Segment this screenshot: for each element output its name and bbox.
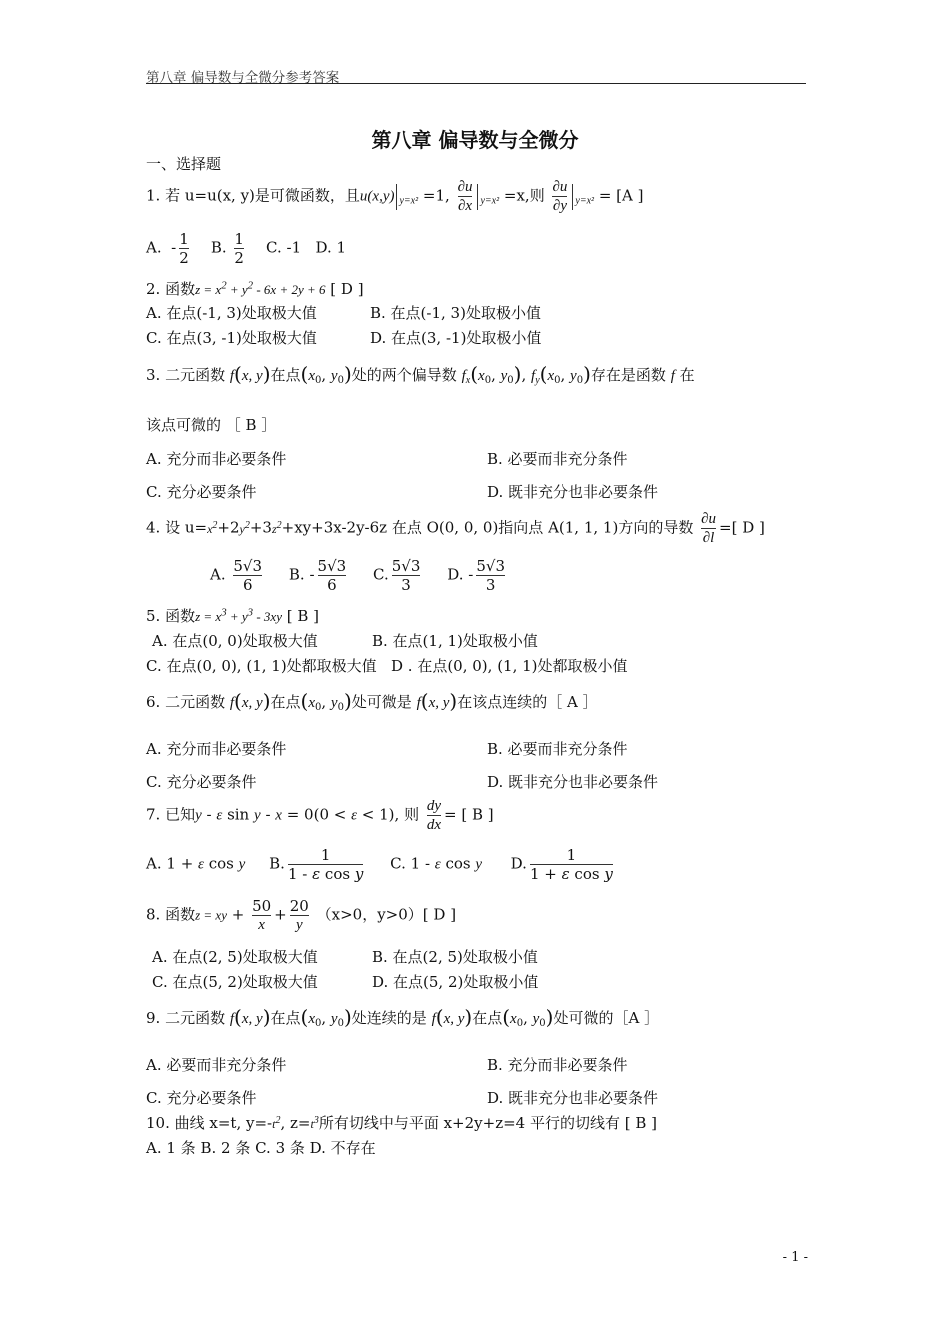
q2-option-a: A. 在点(-1, 3)处取极大值 [146, 304, 317, 322]
q9-option-a: A. 必要而非充分条件 [146, 1056, 287, 1074]
running-header: 第八章 偏导数与全微分参考答案 [146, 70, 340, 86]
header-rule [146, 83, 806, 84]
question-1: 1. 若 u=u(x, y)是可微函数，且u(x,y) $_{y=x^2}$ =1, $\frac{\partial u}{\partial x}$ $_{y=x^2}$ =x,则 $\frac{\partial u}{\partial y}$ $_{y=x^2}$ = [A ] [146, 179, 644, 214]
question-10-options: A. 1 条 B. 2 条 C. 3 条 D. 不存在 [146, 1139, 376, 1157]
q3-option-d: D. 既非充分也非必要条件 [487, 483, 659, 501]
q6-option-c: C. 充分必要条件 [146, 773, 257, 791]
q8-option-d: D. 在点(5, 2)处取极小值 [372, 973, 539, 991]
q8-option-b: B. 在点(2, 5)处取极小值 [372, 948, 538, 966]
q6-option-b: B. 必要而非充分条件 [487, 740, 628, 758]
q3-option-a: A. 充分而非必要条件 [146, 450, 287, 468]
question-5: 5. 函数$z = x^3 + y^3 - 3xy$ [ B ] [146, 606, 320, 625]
q2-option-d: D. 在点(3, -1)处取极小值 [370, 329, 542, 347]
question-7: 7. 已知y - ε sin y - x = 0(0 < ε < 1), 则 $\frac{dy}{dx}$ = [ B ] [146, 798, 494, 833]
question-8: 8. 函数z = xy + $\frac{50}{x}$ + $\frac{20}{y}$ （x>0，y>0）[ D ] [146, 897, 457, 933]
q9-option-c: C. 充分必要条件 [146, 1089, 257, 1107]
q5-option-c: C. 在点(0, 0), (1, 1)处都取极大值 [146, 657, 377, 675]
question-4: 4. 设 $u=x^2+2y^2+3z^2+xy+3x-2y-6z$ 在点 O(0, 0, 0)指向点 A(1, 1, 1)方向的导数 $\frac{\partial u}{\partial l}$ =[ D ] [146, 511, 765, 546]
q3-line2: 该点可微的 ［ B ］ [146, 416, 277, 434]
q2-option-b: B. 在点(-1, 3)处取极小值 [370, 304, 541, 322]
page-title: 第八章 偏导数与全微分 [371, 128, 579, 152]
q6-option-d: D. 既非充分也非必要条件 [487, 773, 659, 791]
question-2: 2. 函数$z = x^2 + y^2 - 6x + 2y + 6$ [ D ] [146, 279, 364, 298]
q5-option-a: A. 在点(0, 0)处取极大值 [152, 632, 318, 650]
question-7-options: A. 1 + ε cos y B. $\frac{1}{\text{1 - ε cos y}}$ C. 1 - ε cos y D. $\frac{1}{\text{1 + ε cos y}}$ [146, 846, 613, 883]
q9-option-b: B. 充分而非必要条件 [487, 1056, 628, 1074]
q6-option-a: A. 充分而非必要条件 [146, 740, 287, 758]
q2-option-c: C. 在点(3, -1)处取极大值 [146, 329, 317, 347]
page-number: - 1 - [782, 1250, 808, 1265]
q3-option-b: B. 必要而非充分条件 [487, 450, 628, 468]
question-9: 9. 二元函数 f(x, y)在点($x_0$, $y_0$)处连续的是 f(x, y)在点($x_0$, $y_0$)处可微的［A ］ [146, 1005, 660, 1029]
q8-option-a: A. 在点(2, 5)处取极大值 [152, 948, 318, 966]
question-4-options: A. $\frac{5√3}{6}$ B. - $\frac{5√3}{6}$ C. $\frac{5√3}{3}$ D. - $\frac{5√3}{3}$ [210, 557, 506, 594]
question-3: 3. 二元函数 f(x, y)在点($x_0$, $y_0$)处的两个偏导数 $f_x(x_0$, $y_0$), $f_y(x_0$, $y_0$)存在是函数 f 在 [146, 362, 695, 386]
q5-option-b: B. 在点(1, 1)处取极小值 [372, 632, 538, 650]
q5-option-d: D . 在点(0, 0), (1, 1)处都取极小值 [391, 657, 628, 675]
q8-option-c: C. 在点(5, 2)处取极大值 [152, 973, 318, 991]
q9-option-d: D. 既非充分也非必要条件 [487, 1089, 659, 1107]
q3-option-c: C. 充分必要条件 [146, 483, 257, 501]
question-6: 6. 二元函数 f(x, y)在点($x_0$, $y_0$)处可微是 f(x, y)在该点连续的［ A ］ [146, 689, 598, 713]
question-1-options: A. - $\frac{1}{2}$ B. $\frac{1}{2}$ C. -1 D. 1 [146, 230, 347, 267]
question-10: 10. 曲线 x=t, $y=-t^2$, $z=t^3$所有切线中与平面 x+2y+z=4 平行的切线有 [ B ] [146, 1114, 658, 1132]
section-heading: 一、选择题 [146, 155, 222, 173]
